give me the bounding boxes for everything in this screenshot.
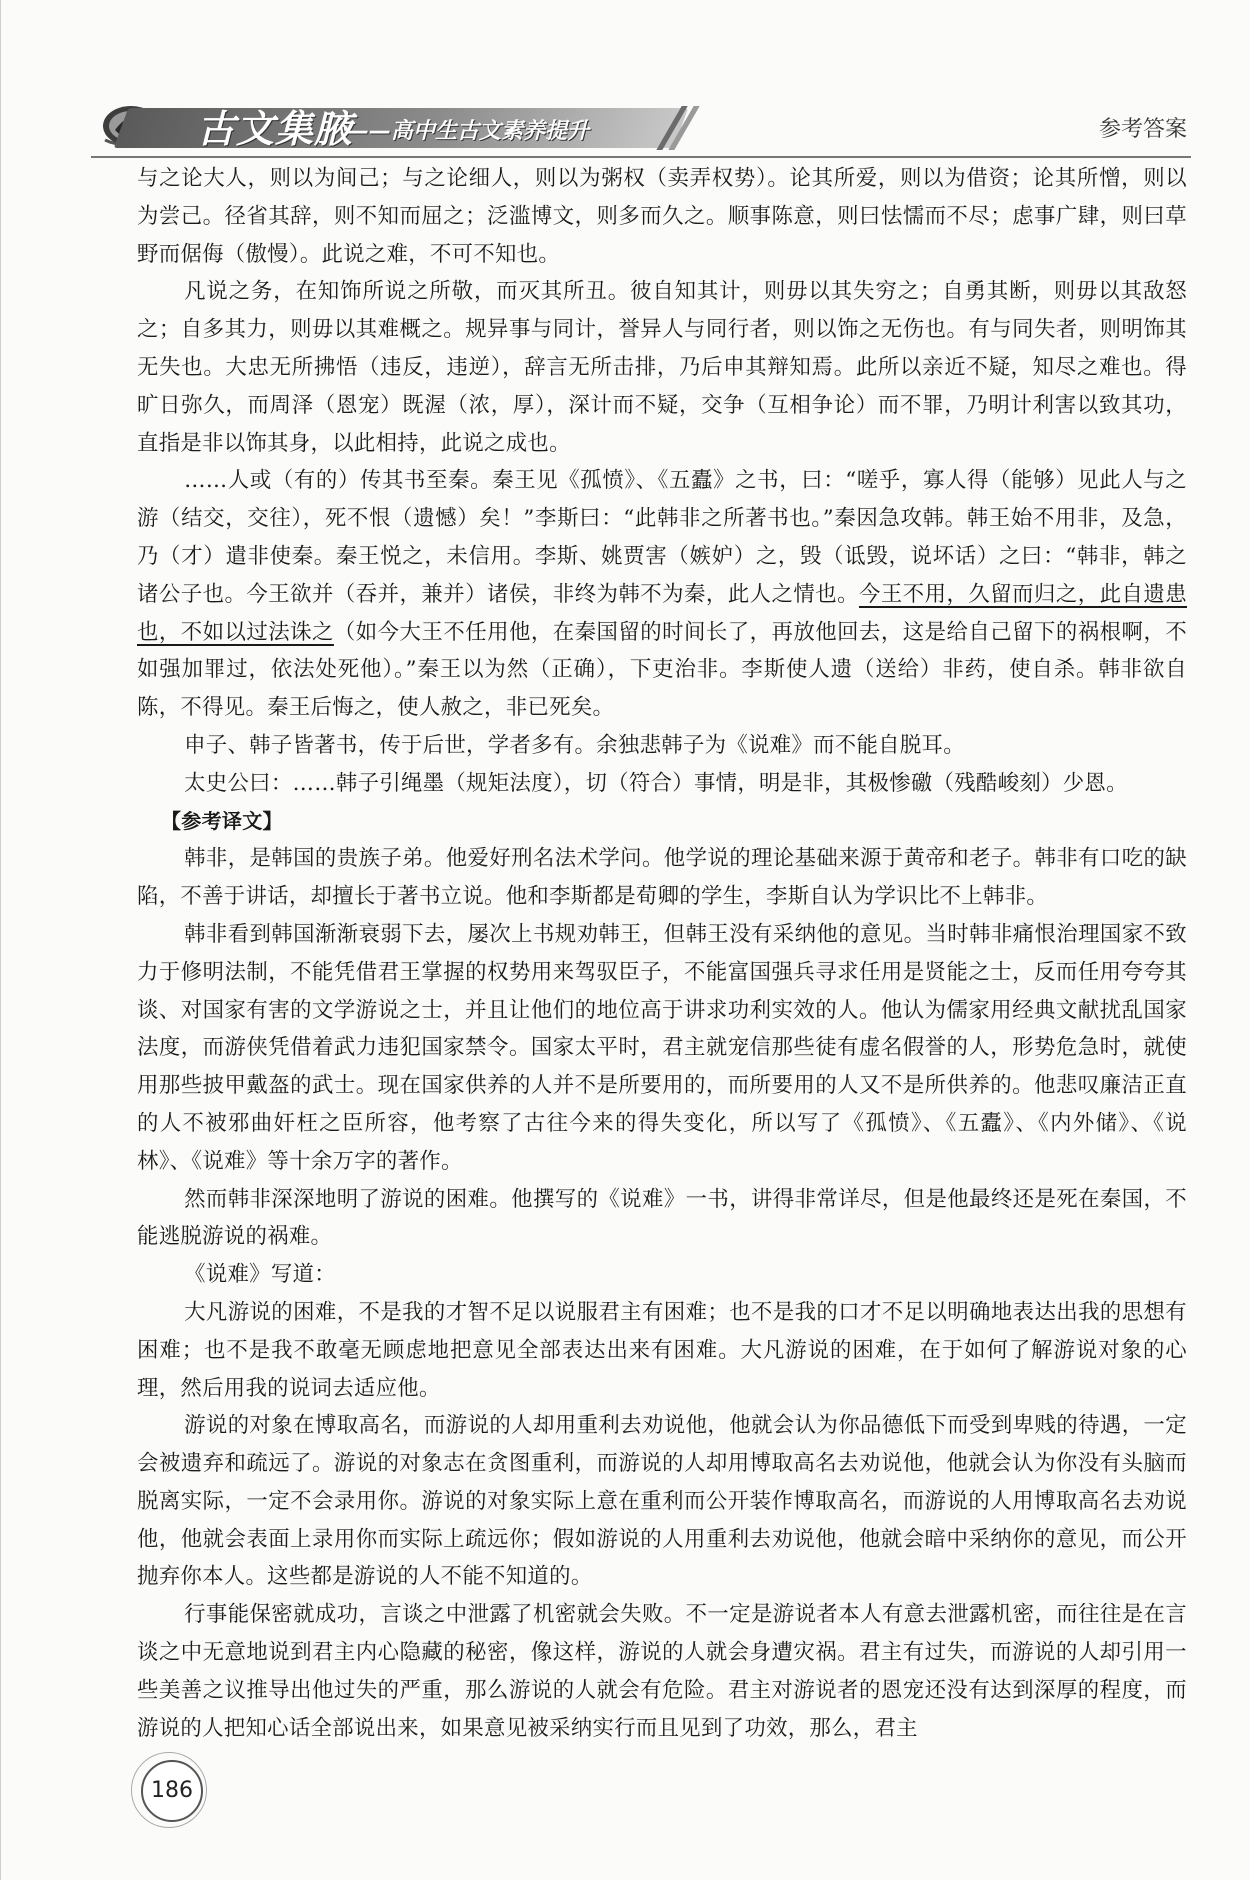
underlined-sentence: 今王不用，久留而归之，此自遗患也，不如以过法诛之	[137, 581, 1187, 645]
translation-paragraph: 行事能保密就成功，言谈之中泄露了机密就会失败。不一定是游说者本人有意去泄露机密，而往往是在言谈之中无意地说到君主内心隐藏的秘密，像这样，游说的人就会身遭灾祸。君主有过失，而游说的人却引用一些美善之议推导出他过失的严重，那么游说的人就会有危险。君主对游说者的恩宠还没有达到深厚的程度，而游说的人把知心话全部说出来，如果意见被采纳实行而且见到了功效，那么，君主	[137, 1602, 1187, 1741]
translation-paragraph: 韩非看到韩国渐渐衰弱下去，屡次上书规劝韩王，但韩王没有采纳他的意见。当时韩非痛恨治理国家不致力于修明法制，不能凭借君王掌握的权势用来驾驭臣子，不能富国强兵寻求任用是贤能之士，反而任用夸夸其谈、对国家有害的文学游说之士，并且让他们的地位高于讲求功利实效的人。他认为儒家用经典文献扰乱国家法度，而游侠凭借着武力违犯国家禁令。国家太平时，君主就宠信那些徒有虚名假誉的人，形势危急时，就使用那些披甲戴盔的武士。现在国家供养的人并不是所要用的，而所要用的人又不是所供养的。他悲叹廉洁正直的人不被邪曲奸枉之臣所容，他考察了古往今来的得失变化，所以写了《孤愤》、《五蠹》、《内外储》、《说林》、《说难》等十余万字的著作。	[137, 921, 1187, 1174]
original-paragraph: 凡说之务，在知饰所说之所敬，而灭其所丑。彼自知其计，则毋以其失穷之；自勇其断，则毋以其敌怒之；自多其力，则毋以其难概之。规异事与同计，誉异人与同行者，则以饰之无伤也。有与同失者，则明饰其无失也。大忠无所拂悟（违反，违逆），辞言无所击排，乃后申其辩知焉。此所以亲近不疑，知尽之难也。得旷日弥久，而周泽（恩宠）既渥（浓，厚），深计而不疑，交争（互相争论）而不罪，乃明计利害以致其功，直指是非以饰其身，以此相持，此说之成也。	[137, 279, 1187, 456]
translation-paragraph: 然而韩非深深地明了游说的困难。他撰写的《说难》一书，讲得非常详尽，但是他最终还是死在秦国，不能逃脱游说的祸难。	[137, 1186, 1187, 1250]
translation-paragraph: 游说的对象在博取高名，而游说的人却用重利去劝说他，他就会认为你品德低下而受到卑贱的待遇，一定会被遗弃和疏远了。游说的对象志在贪图重利，而游说的人却用博取高名去劝说他，他就会认为你没有头脑而脱离实际，一定不会录用你。游说的对象实际上意在重利而公开装作博取高名，而游说的人用博取高名去劝说他，他就会表面上录用你而实际上疏远你；假如游说的人用重利去劝说他，他就会暗中采纳你的意见，而公开抛弃你本人。这些都是游说的人不能不知道的。	[137, 1413, 1187, 1590]
header-divider	[91, 156, 1191, 158]
story-text: （如今大王不任用他，在秦国留的时间长了，再放他回去，这是给自己留下的祸根啊，不如强加罪过，依法处死他）。”秦王以为然（正确），下吏治非。李斯使人遗（送给）非药，使自杀。韩非欲自陈，不得见。秦王后悔之，使人赦之，非已死矣。	[137, 619, 1188, 721]
story-paragraph	[137, 462, 1187, 727]
translation-paragraph: 大凡游说的困难，不是我的才智不足以说服君主有困难；也不是我的口才不足以明确地表达出我的思想有困难；也不是我不敢毫无顾虑地把意见全部表达出来有困难。大凡游说的困难，在于如何了解游说对象的心理，然后用我的说词去适应他。	[137, 1299, 1187, 1401]
page-number: 186	[141, 1760, 203, 1822]
story-text: ……人或（有的）传其书至秦。秦王见《孤愤》、《五蠹》之书，曰：“嗟乎，寡人得（能够）见此人与之游（结交，交往），死不恨（遗憾）矣！”李斯曰：“此韩非之所著书也。”秦因急攻韩。韩王始不用非，及急，乃（才）遣非使秦。秦王悦之，未信用。李斯、姚贾害（嫉妒）之，毁（诋毁，说坏话）之曰：“韩非，韩之诸公子也。今王欲并（吞并，兼并）诸侯，非终为韩不为秦，此人之情也。	[137, 468, 1187, 607]
book-subtitle: ——高中生古文素养提升	[347, 119, 590, 144]
translation-paragraph: 韩非，是韩国的贵族子弟。他爱好刑名法术学问。他学说的理论基础来源于黄帝和老子。韩非有口吃的缺陷，不善于讲话，却擅长于著书立说。他和李斯都是荀卿的学生，李斯自认为学识比不上韩非。	[137, 846, 1187, 910]
comment-paragraph: 申子、韩子皆著书，传于后世，学者多有。余独悲韩子为《说难》而不能自脱耳。	[184, 732, 965, 758]
book-title: 古文集腋	[197, 107, 354, 151]
page-header	[1, 80, 1250, 160]
translation-heading: 【参考译文】	[161, 808, 283, 833]
comment-paragraph: 太史公曰：……韩子引绳墨（规矩法度），切（符合）事情，明是非，其极惨礉（残酷峻刻）少恩。	[184, 770, 1128, 796]
translation-paragraph: 《说难》写道：	[184, 1262, 336, 1288]
page-content	[137, 160, 1187, 1747]
original-paragraph: 与之论大人，则以为间己；与之论细人，则以为粥权（卖弄权势）。论其所爱，则以为借资；论其所憎，则以为尝己。径省其辞，则不知而屈之；泛滥博文，则多而久之。顺事陈意，则曰怯懦而不尽；虑事广肆，则曰草野而倨侮（傲慢）。此说之难，不可不知也。	[137, 166, 1187, 267]
section-label: 参考答案	[1098, 117, 1187, 142]
